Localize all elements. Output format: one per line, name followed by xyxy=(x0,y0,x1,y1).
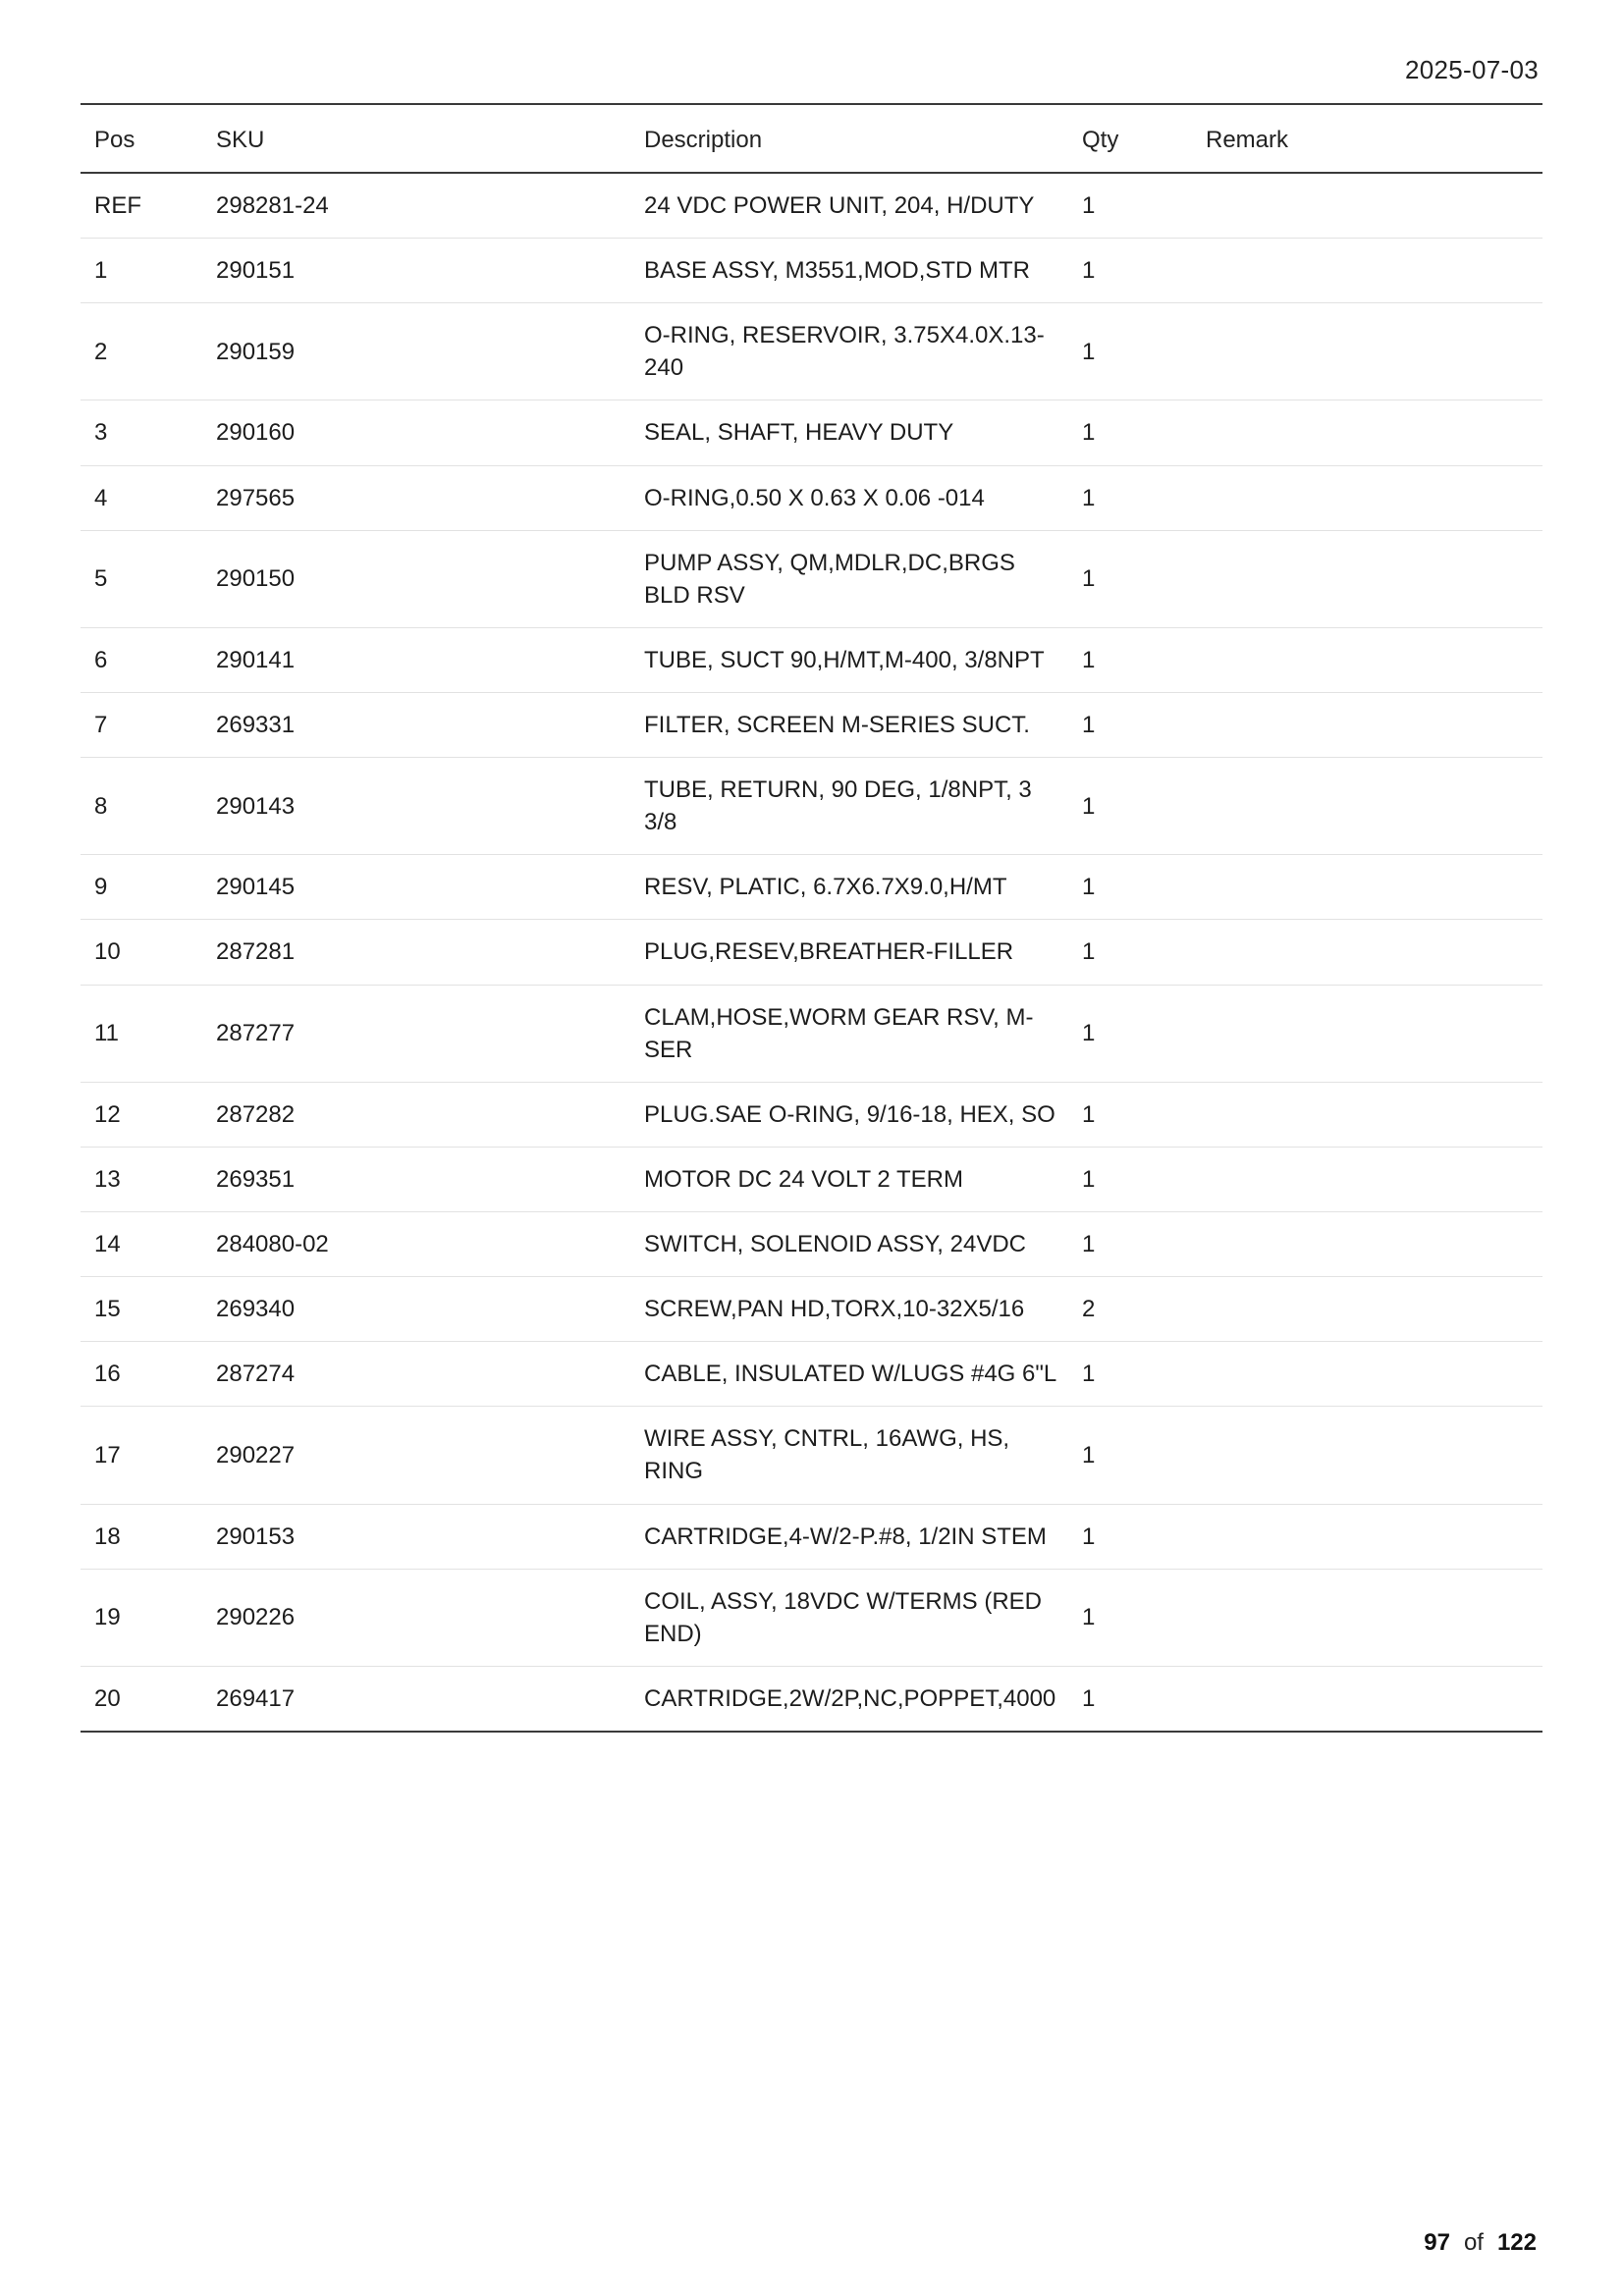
cell-qty: 1 xyxy=(1074,1147,1198,1211)
cell-description: SWITCH, SOLENOID ASSY, 24VDC xyxy=(636,1211,1074,1276)
cell-sku: 290150 xyxy=(208,530,636,627)
parts-table xyxy=(81,105,1542,1731)
cell-qty: 1 xyxy=(1074,303,1198,400)
table-row xyxy=(81,1342,1542,1407)
cell-qty: 1 xyxy=(1074,465,1198,530)
cell-pos: 14 xyxy=(81,1211,208,1276)
cell-description: FILTER, SCREEN M-SERIES SUCT. xyxy=(636,692,1074,757)
cell-remark xyxy=(1198,303,1542,400)
cell-qty: 1 xyxy=(1074,627,1198,692)
cell-qty: 1 xyxy=(1074,1569,1198,1666)
table-row xyxy=(81,303,1542,400)
cell-description: CARTRIDGE,4-W/2-P.#8, 1/2IN STEM xyxy=(636,1504,1074,1569)
cell-remark xyxy=(1198,758,1542,855)
table-row xyxy=(81,1211,1542,1276)
cell-sku: 269331 xyxy=(208,692,636,757)
cell-qty: 1 xyxy=(1074,758,1198,855)
cell-pos: 3 xyxy=(81,400,208,465)
cell-sku: 287277 xyxy=(208,985,636,1082)
cell-qty: 1 xyxy=(1074,920,1198,985)
cell-qty: 1 xyxy=(1074,1504,1198,1569)
table-row xyxy=(81,173,1542,239)
cell-pos: 18 xyxy=(81,1504,208,1569)
cell-remark xyxy=(1198,173,1542,239)
cell-sku: 284080-02 xyxy=(208,1211,636,1276)
cell-pos: 2 xyxy=(81,303,208,400)
cell-description: SEAL, SHAFT, HEAVY DUTY xyxy=(636,400,1074,465)
cell-qty: 1 xyxy=(1074,173,1198,239)
cell-description: CARTRIDGE,2W/2P,NC,POPPET,4000 xyxy=(644,1684,1056,1712)
column-header-sku: SKU xyxy=(208,105,636,173)
table-body xyxy=(81,173,1542,1731)
footer-of-label: of xyxy=(1463,2229,1484,2256)
footer-page-number: 97 xyxy=(1424,2229,1450,2256)
column-header-description: Description xyxy=(636,105,1074,173)
cell-description: COIL, ASSY, 18VDC W/TERMS (RED END) xyxy=(636,1569,1074,1666)
cell-description: O-RING,0.50 X 0.63 X 0.06 -014 xyxy=(636,465,1074,530)
cell-qty: 1 xyxy=(1082,1684,1096,1712)
cell-description: PUMP ASSY, QM,MDLR,DC,BRGS BLD RSV xyxy=(636,530,1074,627)
cell-pos: REF xyxy=(81,173,208,239)
cell-sku: 297565 xyxy=(208,465,636,530)
cell-qty: 1 xyxy=(1074,1082,1198,1147)
table-bottom-divider xyxy=(81,1731,1542,1733)
footer-page-total: 122 xyxy=(1496,2229,1537,2256)
cell-sku: 290145 xyxy=(208,855,636,920)
cell-qty: 1 xyxy=(1074,530,1198,627)
cell-remark xyxy=(1198,920,1542,985)
table-row xyxy=(81,530,1542,627)
cell-remark xyxy=(1198,1569,1542,1666)
cell-description: MOTOR DC 24 VOLT 2 TERM xyxy=(636,1147,1074,1211)
table-row xyxy=(81,920,1542,985)
cell-qty: 1 xyxy=(1074,692,1198,757)
cell-pos: 5 xyxy=(81,530,208,627)
cell-sku: 269417 xyxy=(216,1684,296,1712)
cell-sku: 290160 xyxy=(208,400,636,465)
cell-qty: 1 xyxy=(1074,985,1198,1082)
cell-pos: 8 xyxy=(81,758,208,855)
cell-pos: 13 xyxy=(81,1147,208,1211)
table-row xyxy=(81,855,1542,920)
table-row xyxy=(81,1277,1542,1342)
document-date: 2025-07-03 xyxy=(1405,55,1539,84)
cell-qty: 1 xyxy=(1074,1211,1198,1276)
cell-pos: 12 xyxy=(81,1082,208,1147)
cell-sku: 269340 xyxy=(208,1277,636,1342)
cell-sku: 287274 xyxy=(208,1342,636,1407)
cell-remark xyxy=(1198,1504,1542,1569)
cell-sku: 290141 xyxy=(208,627,636,692)
cell-remark xyxy=(1198,239,1542,303)
table-row xyxy=(81,1082,1542,1147)
cell-remark xyxy=(1198,985,1542,1082)
table-row xyxy=(81,985,1542,1082)
table-row xyxy=(81,692,1542,757)
cell-pos: 4 xyxy=(81,465,208,530)
cell-pos: 7 xyxy=(81,692,208,757)
cell-description: BASE ASSY, M3551,MOD,STD MTR xyxy=(636,239,1074,303)
document-footer xyxy=(81,2204,1542,2257)
cell-pos: 9 xyxy=(81,855,208,920)
table-row xyxy=(81,1504,1542,1569)
cell-remark xyxy=(1198,1147,1542,1211)
table-row xyxy=(81,400,1542,465)
cell-pos: 6 xyxy=(81,627,208,692)
cell-remark xyxy=(1198,1277,1542,1342)
cell-remark xyxy=(1198,530,1542,627)
cell-description: RESV, PLATIC, 6.7X6.7X9.0,H/MT xyxy=(636,855,1074,920)
cell-pos: 19 xyxy=(81,1569,208,1666)
cell-description: O-RING, RESERVOIR, 3.75X4.0X.13-240 xyxy=(636,303,1074,400)
cell-sku: 287281 xyxy=(208,920,636,985)
cell-remark xyxy=(1198,627,1542,692)
cell-pos: 20 xyxy=(94,1684,121,1712)
cell-remark xyxy=(1198,855,1542,920)
cell-pos: 10 xyxy=(81,920,208,985)
table-row xyxy=(81,1407,1542,1504)
cell-description: TUBE, RETURN, 90 DEG, 1/8NPT, 3 3/8 xyxy=(636,758,1074,855)
cell-remark xyxy=(1198,1666,1542,1731)
cell-remark xyxy=(1198,465,1542,530)
table-row xyxy=(81,239,1542,303)
cell-qty: 1 xyxy=(1074,1407,1198,1504)
cell-qty: 1 xyxy=(1074,855,1198,920)
cell-remark xyxy=(1198,1342,1542,1407)
cell-sku: 269351 xyxy=(208,1147,636,1211)
cell-remark xyxy=(1198,1407,1542,1504)
cell-pos: 1 xyxy=(81,239,208,303)
cell-sku: 290151 xyxy=(208,239,636,303)
table-header-row xyxy=(81,105,1542,173)
cell-description: CLAM,HOSE,WORM GEAR RSV, M-SER xyxy=(636,985,1074,1082)
cell-qty: 1 xyxy=(1074,239,1198,303)
table-row xyxy=(81,1569,1542,1666)
cell-sku: 287282 xyxy=(208,1082,636,1147)
cell-remark xyxy=(1198,1082,1542,1147)
document-header xyxy=(81,55,1542,103)
cell-pos: 16 xyxy=(81,1342,208,1407)
cell-description: 24 VDC POWER UNIT, 204, H/DUTY xyxy=(636,173,1074,239)
cell-description: CABLE, INSULATED W/LUGS #4G 6"L xyxy=(636,1342,1074,1407)
cell-sku: 290227 xyxy=(208,1407,636,1504)
table-row xyxy=(81,627,1542,692)
cell-description: PLUG.SAE O-RING, 9/16-18, HEX, SO xyxy=(636,1082,1074,1147)
cell-description: TUBE, SUCT 90,H/MT,M-400, 3/8NPT xyxy=(636,627,1074,692)
cell-sku: 290143 xyxy=(208,758,636,855)
table-row xyxy=(81,465,1542,530)
column-header-pos: Pos xyxy=(81,105,208,173)
cell-remark xyxy=(1198,400,1542,465)
cell-sku: 298281-24 xyxy=(208,173,636,239)
cell-pos: 11 xyxy=(81,985,208,1082)
cell-description: SCREW,PAN HD,TORX,10-32X5/16 xyxy=(636,1277,1074,1342)
cell-remark xyxy=(1198,1211,1542,1276)
column-header-qty: Qty xyxy=(1074,105,1198,173)
table-row xyxy=(81,1666,1542,1731)
cell-sku: 290226 xyxy=(208,1569,636,1666)
cell-pos: 15 xyxy=(81,1277,208,1342)
cell-qty: 1 xyxy=(1074,1342,1198,1407)
column-header-remark: Remark xyxy=(1198,105,1542,173)
table-row xyxy=(81,1147,1542,1211)
cell-pos: 17 xyxy=(81,1407,208,1504)
cell-qty: 2 xyxy=(1074,1277,1198,1342)
table-row xyxy=(81,758,1542,855)
table-header xyxy=(81,105,1542,173)
cell-sku: 290153 xyxy=(208,1504,636,1569)
cell-description: PLUG,RESEV,BREATHER-FILLER xyxy=(636,920,1074,985)
cell-description: WIRE ASSY, CNTRL, 16AWG, HS, RING xyxy=(636,1407,1074,1504)
cell-sku: 290159 xyxy=(208,303,636,400)
cell-qty: 1 xyxy=(1074,400,1198,465)
cell-remark xyxy=(1198,692,1542,757)
